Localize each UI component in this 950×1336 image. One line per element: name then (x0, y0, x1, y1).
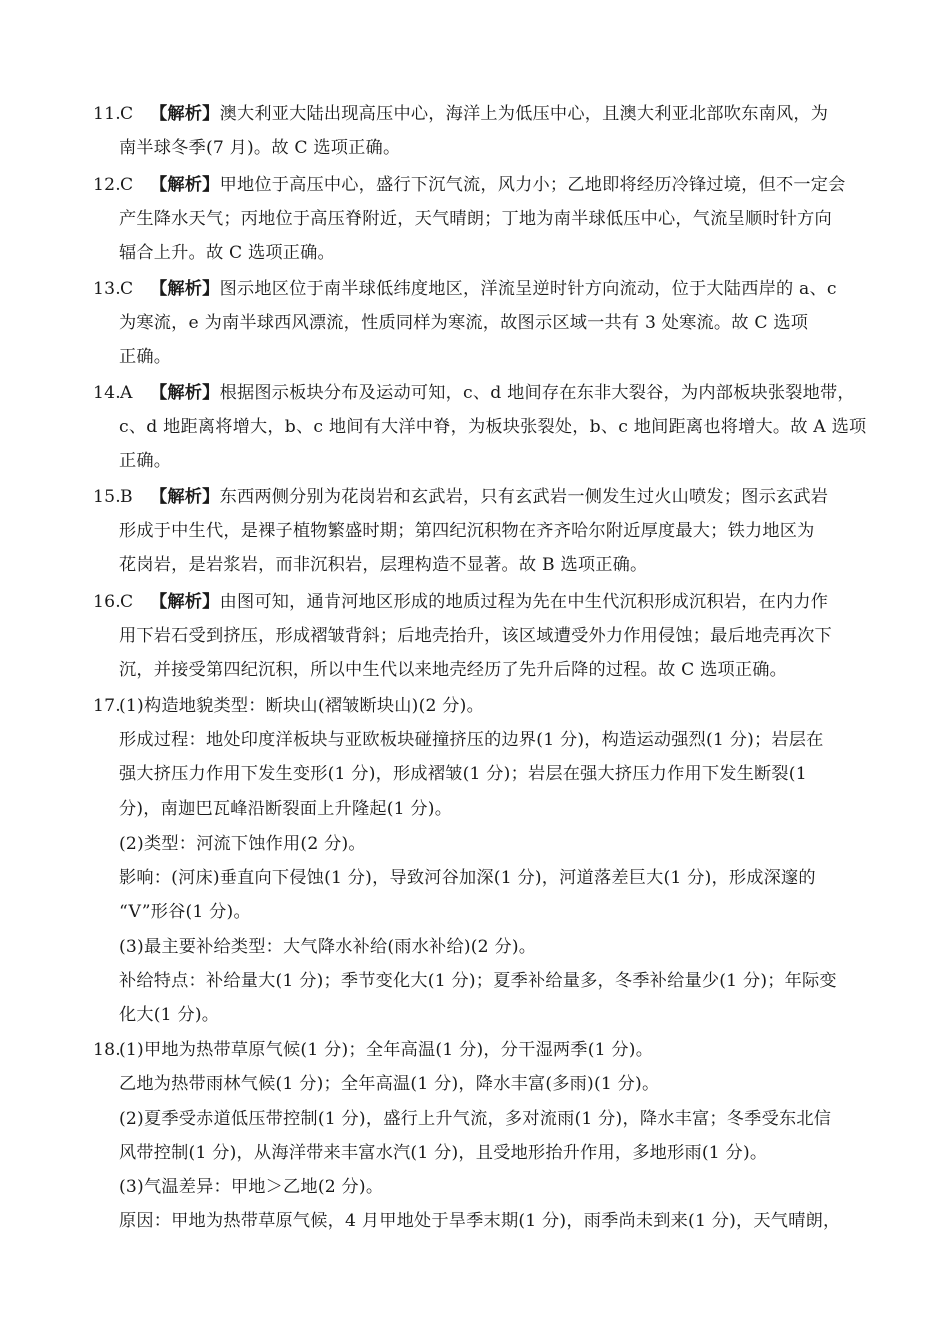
answer-line (0, 1136, 950, 1170)
answer-line (0, 410, 950, 444)
answer-line (0, 792, 950, 826)
analysis-text (150, 585, 828, 619)
answer-line (0, 202, 950, 236)
answer-line (0, 757, 950, 791)
answer-line (0, 480, 950, 514)
answer-text: 补给特点：补给量大(1 分)；季节变化大(1 分)；夏季补给量多，冬季补给量少(1 分)；年际变 (119, 971, 837, 991)
answer-line (0, 723, 950, 757)
analysis-continuation: 用下岩石受到挤压，形成褶皱背斜；后地壳抬升，该区域遭受外力作用侵蚀；最后地壳再次下 (119, 626, 832, 646)
answer-choice: C (120, 279, 134, 299)
answer-line (0, 548, 950, 582)
analysis-tag: 【解析】 (150, 383, 220, 403)
answer-choice: B (120, 487, 133, 507)
analysis-tag: 【解析】 (150, 104, 220, 124)
answer-text: 乙地为热带雨林气候(1 分)；全年高温(1 分)，降水丰富(多雨)(1 分)。 (119, 1074, 660, 1094)
answer-line (0, 444, 950, 478)
analysis-continuation: 南半球冬季(7 月)。故 C 选项正确。 (119, 138, 401, 158)
answer-text: 原因：甲地为热带草原气候，4 月甲地处于旱季末期(1 分)，雨季尚未到来(1 分)，天气晴朗， (119, 1211, 841, 1231)
analysis-continuation: 正确。 (119, 451, 172, 471)
answer-line (0, 930, 950, 964)
question-number: 14. (93, 383, 121, 403)
analysis-continuation: c、d 地距离将增大，b、c 地间有大洋中脊，为板块张裂处，b、c 地间距离也将增大。故 A 选项 (119, 417, 867, 437)
answer-line (0, 964, 950, 998)
answer-line (0, 376, 950, 410)
analysis-body: 根据图示板块分布及运动可知，c、d 地间存在东非大裂谷，为内部板块张裂地带， (219, 383, 855, 403)
analysis-body: 图示地区位于南半球低纬度地区，洋流呈逆时针方向流动，位于大陆西岸的 a、c (219, 279, 837, 299)
answer-line (0, 619, 950, 653)
answer-line (0, 998, 950, 1032)
answer-line (0, 895, 950, 929)
answer-text: (3)气温差异：甲地＞乙地(2 分)。 (119, 1177, 384, 1197)
analysis-continuation: 为寒流，e 为南半球西风漂流，性质同样为寒流，故图示区域一共有 3 处寒流。故 C 选项 (119, 313, 809, 333)
answer-text: (1)甲地为热带草原气候(1 分)；全年高温(1 分)，分干湿两季(1 分)。 (119, 1040, 654, 1060)
answer-line (0, 689, 950, 723)
answer-line (0, 1170, 950, 1204)
analysis-continuation: 正确。 (119, 347, 172, 367)
analysis-text (150, 97, 828, 131)
answer-choice: C (120, 592, 134, 612)
answer-line (0, 1067, 950, 1101)
answer-choice: A (120, 383, 133, 403)
answer-line (0, 514, 950, 548)
analysis-continuation: 形成于中生代，是裸子植物繁盛时期；第四纪沉积物在齐齐哈尔附近厚度最大；铁力地区为 (119, 521, 815, 541)
analysis-text (150, 168, 846, 202)
analysis-continuation: 花岗岩，是岩浆岩，而非沉积岩，层理构造不显著。故 B 选项正确。 (119, 555, 648, 575)
analysis-body: 东西两侧分别为花岗岩和玄武岩，只有玄武岩一侧发生过火山喷发；图示玄武岩 (219, 487, 829, 507)
answer-text: “V”形谷(1 分)。 (119, 902, 251, 922)
analysis-text (150, 480, 828, 514)
answer-choice: C (120, 175, 134, 195)
answer-line (0, 585, 950, 619)
answer-choice: C (120, 104, 134, 124)
analysis-continuation: 沉，并接受第四纪沉积，所以中生代以来地壳经历了先升后降的过程。故 C 选项正确。 (119, 660, 788, 680)
answer-line (0, 1204, 950, 1238)
question-number: 18. (93, 1040, 121, 1060)
answer-text: 化大(1 分)。 (119, 1005, 220, 1025)
analysis-continuation: 辐合上升。故 C 选项正确。 (119, 243, 335, 263)
analysis-tag: 【解析】 (150, 279, 220, 299)
question-number: 11. (93, 104, 121, 124)
answer-line (0, 827, 950, 861)
answer-text: (2)夏季受赤道低压带控制(1 分)，盛行上升气流，多对流雨(1 分)，降水丰富；冬季受东北信 (119, 1109, 832, 1129)
answer-text: (2)类型：河流下蚀作用(2 分)。 (119, 834, 366, 854)
analysis-body: 由图可知，通肯河地区形成的地质过程为先在中生代沉积形成沉积岩，在内力作 (219, 592, 829, 612)
answer-text: (3)最主要补给类型：大气降水补给(雨水补给)(2 分)。 (119, 937, 537, 957)
answer-line (0, 1033, 950, 1067)
answer-line (0, 340, 950, 374)
question-number: 15. (93, 487, 121, 507)
answer-text: 风带控制(1 分)，从海洋带来丰富水汽(1 分)，且受地形抬升作用，多地形雨(1 分)。 (119, 1143, 768, 1163)
analysis-body: 澳大利亚大陆出现高压中心，海洋上为低压中心，且澳大利亚北部吹东南风，为 (219, 104, 829, 124)
analysis-continuation: 产生降水天气；丙地位于高压脊附近，天气晴朗；丁地为南半球低压中心，气流呈顺时针方向 (119, 209, 832, 229)
answer-line (0, 97, 950, 131)
answer-text: (1)构造地貌类型：断块山(褶皱断块山)(2 分)。 (119, 696, 484, 716)
answer-line (0, 1102, 950, 1136)
answer-text: 影响：(河床)垂直向下侵蚀(1 分)，导致河谷加深(1 分)，河道落差巨大(1 分)，形成深邃的 (119, 868, 816, 888)
answer-line (0, 653, 950, 687)
analysis-tag: 【解析】 (150, 592, 220, 612)
question-number: 16. (93, 592, 121, 612)
analysis-tag: 【解析】 (150, 175, 220, 195)
analysis-tag: 【解析】 (150, 487, 220, 507)
answer-line (0, 306, 950, 340)
answer-line (0, 236, 950, 270)
analysis-text (150, 272, 837, 306)
analysis-text (150, 376, 855, 410)
answer-text: 形成过程：地处印度洋板块与亚欧板块碰撞挤压的边界(1 分)，构造运动强烈(1 分)；岩层在 (119, 730, 824, 750)
answer-line (0, 861, 950, 895)
answer-line (0, 131, 950, 165)
question-number: 12. (93, 175, 121, 195)
answer-line (0, 168, 950, 202)
answer-text: 分)，南迦巴瓦峰沿断裂面上升隆起(1 分)。 (119, 799, 453, 819)
question-number: 17. (93, 696, 121, 716)
question-number: 13. (93, 279, 121, 299)
answer-line (0, 272, 950, 306)
answer-text: 强大挤压力作用下发生变形(1 分)，形成褶皱(1 分)；岩层在强大挤压力作用下发生断裂(1 (119, 764, 807, 784)
analysis-body: 甲地位于高压中心，盛行下沉气流，风力小；乙地即将经历冷锋过境，但不一定会 (219, 175, 846, 195)
